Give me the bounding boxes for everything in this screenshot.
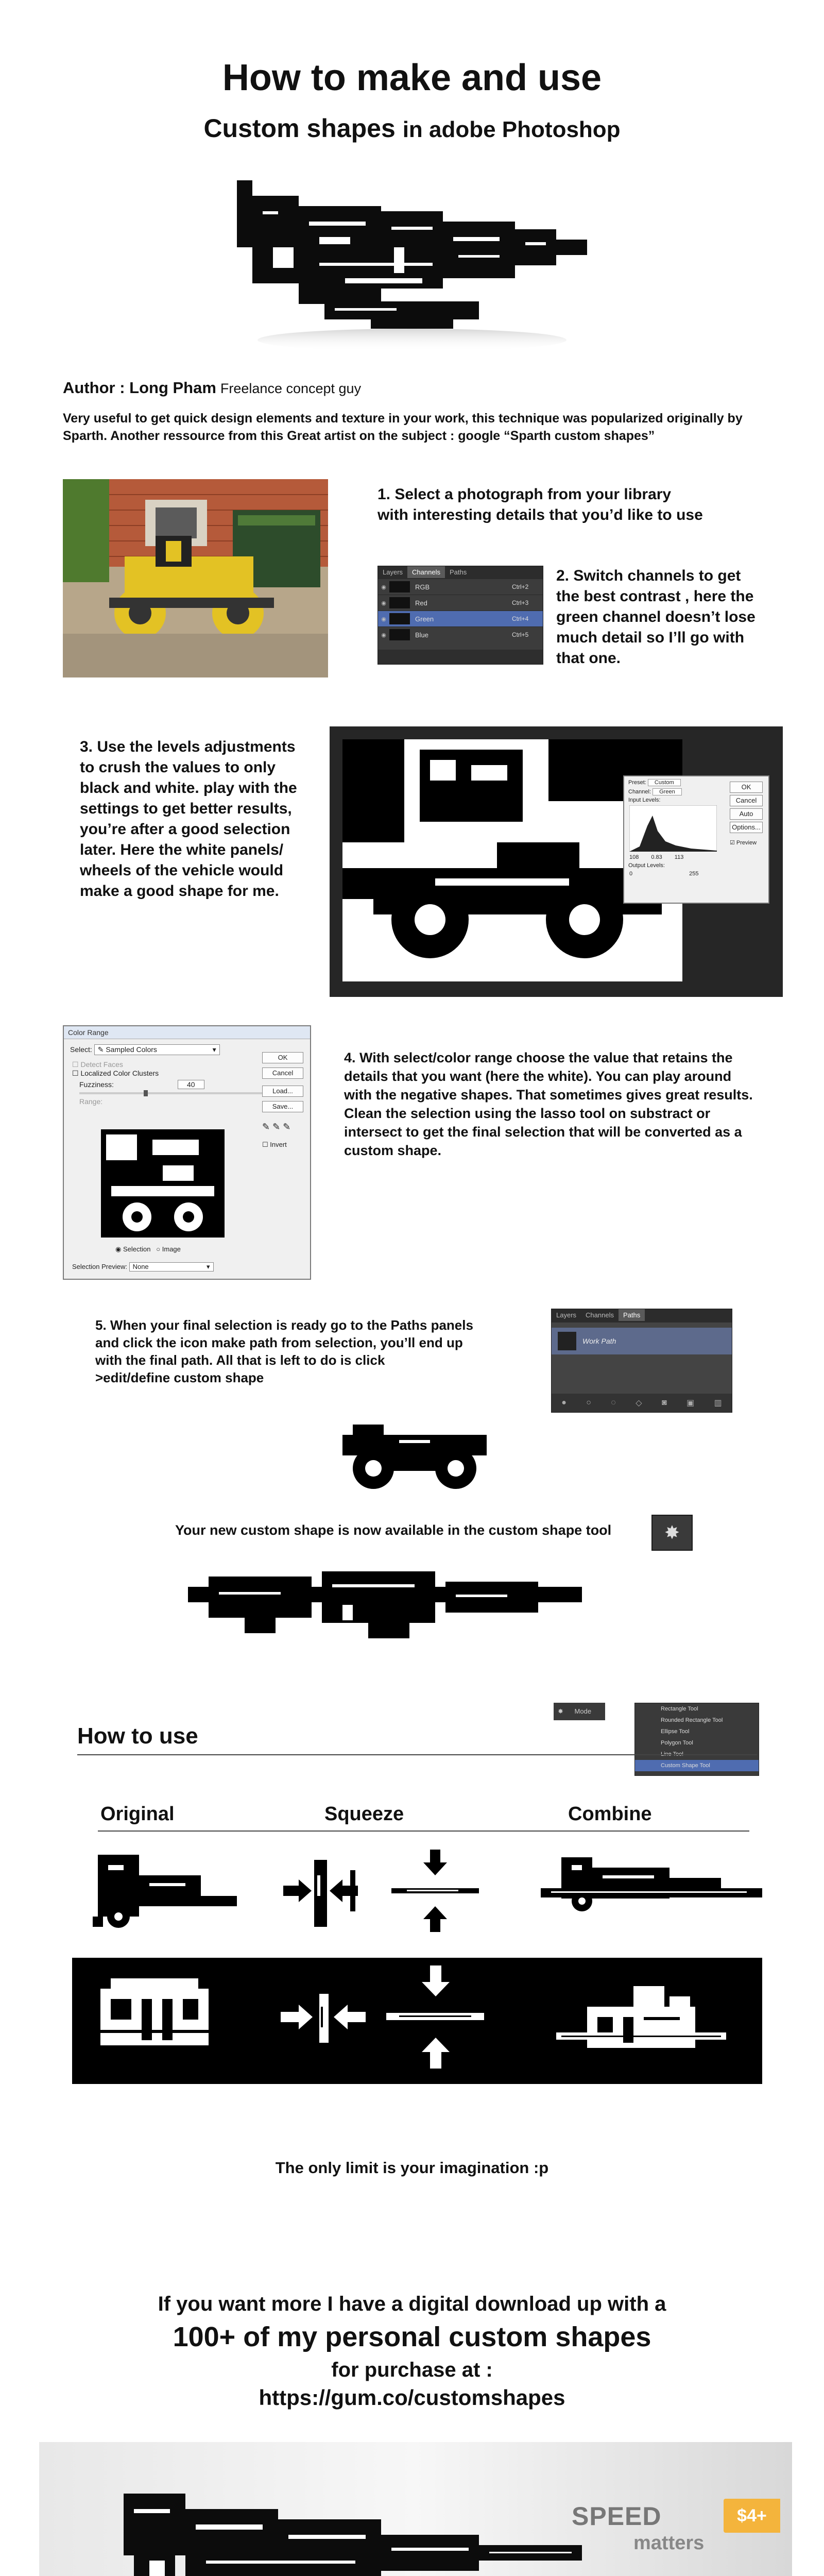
author-line — [63, 379, 361, 397]
author-role: Freelance concept guy — [220, 381, 362, 396]
eye-icon[interactable]: ◉ — [381, 632, 386, 638]
how-to-use-heading: How to use — [77, 1723, 198, 1749]
offer-line-1: If you want more I have a digital download up with a — [158, 2293, 666, 2315]
promo-ship-illustration — [103, 2478, 618, 2576]
paths-panel-footer — [552, 1394, 732, 1412]
path-thumbnail — [558, 1332, 576, 1350]
color-range-dialog: Color Range Select: ✎ Sampled Colors ▾ ☐ Detect Faces ☐ Localized Color Clusters Fuzziness: 40 Range: ◉ Selection ○ Image Selection Preview: None ▾ OK Cancel Load... Save... ✎ ✎ ✎ ☐ Invert — [63, 1025, 311, 1280]
channel-row-green[interactable]: ◉ Green Ctrl+4 — [378, 611, 543, 626]
combine-example-black — [556, 1986, 726, 2063]
offer-line-2: 100+ of my personal custom shapes — [173, 2321, 651, 2352]
selection-preview-select[interactable]: None ▾ — [129, 1262, 214, 1272]
channels-panel-footer — [378, 650, 543, 664]
eye-icon[interactable]: ◉ — [381, 584, 386, 590]
eyedropper-minus-icon[interactable]: ✎ — [283, 1122, 291, 1132]
load-button[interactable]: Load... — [262, 1086, 303, 1097]
channel-thumbnail — [389, 629, 410, 640]
promo-speed: SPEED — [572, 2502, 662, 2531]
levels-dialog: Preset: Custom Channel: Green Input Levels: 108 0.83 113 Output Levels: 0 255 OK Cancel Auto Options... ☑ Preview — [623, 775, 769, 904]
tool-item-polygon[interactable]: Polygon Tool — [661, 1740, 693, 1746]
cancel-button[interactable]: Cancel — [730, 795, 763, 806]
custom-shape-tool-icon[interactable]: ✸ — [651, 1515, 693, 1551]
chevron-down-icon: ▾ — [207, 1263, 210, 1270]
chevron-down-icon: ▾ — [212, 1045, 216, 1054]
load-selection-icon[interactable]: ◌ — [611, 1398, 616, 1407]
section-divider — [77, 1754, 757, 1755]
intro-paragraph: Very useful to get quick design elements and texture in your work, this technique was popularized originally by Sparth. Another ressource from this Great artist on the subject : google “Sparth custom shapes” — [63, 411, 743, 443]
eye-icon[interactable]: ◉ — [381, 600, 386, 606]
columns-divider — [98, 1831, 749, 1832]
channel-select[interactable]: Green — [653, 788, 682, 795]
detect-faces-checkbox[interactable]: ☐ Detect Faces — [72, 1060, 123, 1069]
col-original: Original — [100, 1803, 175, 1825]
squeeze-example-black — [276, 1965, 507, 2069]
shape-icon: ✸ — [558, 1707, 563, 1715]
tab-paths[interactable]: Paths — [449, 568, 467, 576]
offer-url-link[interactable]: https://gum.co/customshapes — [259, 2385, 565, 2410]
available-note: Your new custom shape is now available in the custom shape tool — [175, 1522, 612, 1538]
tab-layers[interactable]: Layers — [556, 1311, 577, 1319]
custom-shape-ship — [188, 1556, 582, 1643]
paths-panel-tabs — [552, 1309, 732, 1323]
options-button[interactable]: Options... — [730, 822, 763, 833]
trash-icon[interactable]: ▥ — [714, 1399, 722, 1408]
eyedropper-plus-icon[interactable]: ✎ — [272, 1122, 281, 1132]
tab-paths[interactable]: Paths — [619, 1309, 645, 1321]
squeeze-example-white — [273, 1850, 505, 1932]
tab-channels[interactable]: Channels — [586, 1311, 614, 1319]
fill-path-icon[interactable]: ● — [561, 1398, 566, 1407]
radio-selection[interactable]: ◉ Selection — [115, 1245, 151, 1253]
original-shape-black — [100, 1978, 209, 2056]
ok-button[interactable]: OK — [262, 1052, 303, 1063]
step-4-text: 4. With select/color range choose the value that retains the details that you want (here the white). You can play around with the negative shapes. That sometimes gives great results. Clean the selection using the lasso tool on substract or intersect to get the final selection that will be converted as a custom shape. — [344, 1050, 753, 1158]
preset-select[interactable]: Custom — [648, 779, 681, 786]
page-subtitle — [0, 113, 824, 143]
histogram — [629, 805, 717, 852]
roller-photo — [63, 479, 328, 677]
channel-row-red[interactable]: ◉ Red Ctrl+3 — [378, 595, 543, 611]
path-row-work-path[interactable]: Work Path — [552, 1328, 732, 1354]
subtitle-main: Custom shapes — [203, 114, 396, 143]
offer-line-3: for purchase at : — [331, 2359, 493, 2381]
original-shape-white — [88, 1844, 242, 1932]
save-button[interactable]: Save... — [262, 1101, 303, 1112]
channel-thumbnail — [389, 597, 410, 608]
ok-button[interactable]: OK — [730, 782, 763, 793]
limit-text: The only limit is your imagination :p — [275, 2159, 549, 2177]
channel-thumbnail — [389, 581, 410, 592]
shape-tools-flyout — [634, 1703, 759, 1776]
radio-image[interactable]: ○ Image — [156, 1245, 181, 1253]
slider-handle[interactable] — [144, 1090, 148, 1096]
channel-row-rgb[interactable]: ◉ RGB Ctrl+2 — [378, 579, 543, 595]
mask-icon[interactable]: ◙ — [662, 1398, 667, 1407]
step-2-text: 2. Switch channels to get the best contrast , here the green channel doesn’t lose much detail so I’ll go with that one. — [556, 567, 756, 667]
channels-panel-tabs — [378, 566, 543, 579]
paths-panel — [551, 1309, 732, 1413]
eye-icon[interactable]: ◉ — [381, 616, 386, 622]
hero-shape-illustration — [216, 170, 608, 366]
selection-preview — [101, 1129, 225, 1238]
new-path-icon[interactable]: ▣ — [686, 1399, 695, 1408]
subtitle-rest: in adobe Photoshop — [402, 117, 621, 142]
levels-workspace — [330, 726, 783, 997]
invert-checkbox[interactable]: ☐ Invert — [262, 1141, 287, 1148]
tool-item-rectangle[interactable]: Rectangle Tool — [661, 1706, 698, 1712]
combine-example-white — [541, 1847, 762, 1919]
make-path-icon[interactable]: ◇ — [636, 1399, 642, 1408]
preview-checkbox[interactable]: ☑ Preview — [730, 840, 757, 846]
eyedropper-tools — [262, 1122, 290, 1132]
author-name: Author : Long Pham — [63, 379, 216, 397]
channel-row-blue[interactable]: ◉ Blue Ctrl+5 — [378, 626, 543, 642]
color-range-title: Color Range — [64, 1026, 310, 1039]
col-combine: Combine — [568, 1803, 652, 1825]
page-title: How to make and use — [222, 57, 602, 98]
fuzziness-input[interactable]: 40 — [178, 1080, 204, 1089]
eyedropper-icon[interactable]: ✎ — [262, 1122, 270, 1132]
select-dropdown[interactable]: ✎ Sampled Colors ▾ — [94, 1044, 220, 1055]
eyedropper-icon: ✎ — [97, 1045, 104, 1054]
cancel-button[interactable]: Cancel — [262, 1067, 303, 1079]
step-3-text: 3. Use the levels adjustments to crush the values to only black and white. play with the settings to get better results, you’re after a good selection later. Here the white panels/ wheels of the vehicle would make a good shape for me. — [80, 738, 297, 900]
stroke-path-icon[interactable]: ○ — [586, 1398, 591, 1407]
black-examples-band — [72, 1958, 762, 2084]
promo-matters: matters — [633, 2532, 705, 2554]
step-5-text: 5. When your final selection is ready go to the Paths panels and click the icon make path from selection, you’ll end up with the final path. All that is left to do is click >edit/define custom shape — [95, 1317, 473, 1385]
roller-shape-result — [337, 1425, 492, 1492]
tool-item-custom-shape[interactable]: Custom Shape Tool — [635, 1760, 759, 1771]
tab-channels[interactable]: Channels — [407, 566, 445, 578]
channels-panel — [377, 566, 543, 665]
mode-toolbar[interactable]: ✸ Mode — [554, 1703, 605, 1720]
tool-item-ellipse[interactable]: Ellipse Tool — [661, 1728, 690, 1735]
channel-thumbnail — [389, 613, 410, 624]
tool-item-rounded-rectangle[interactable]: Rounded Rectangle Tool — [661, 1717, 723, 1723]
localized-checkbox[interactable]: ☐ Localized Color Clusters — [72, 1069, 159, 1077]
auto-button[interactable]: Auto — [730, 808, 763, 820]
step-1-text: 1. Select a photograph from your library with interesting details that you’d like to use — [377, 486, 703, 523]
col-squeeze: Squeeze — [324, 1803, 404, 1825]
price-badge: $4+ — [724, 2499, 780, 2533]
tab-layers[interactable]: Layers — [383, 568, 403, 576]
